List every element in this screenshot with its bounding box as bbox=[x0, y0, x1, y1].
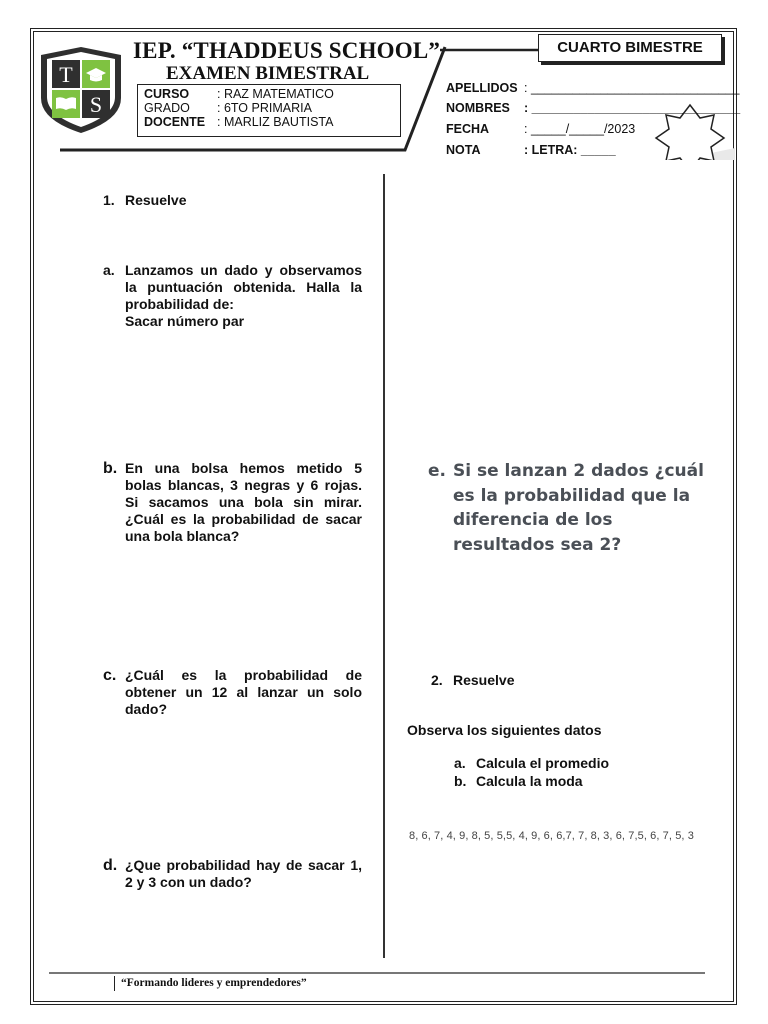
section2-title: Resuelve bbox=[453, 672, 515, 688]
teacher-key: DOCENTE bbox=[144, 115, 206, 129]
footer-motto: “Formando lideres y emprendedores” bbox=[121, 977, 307, 989]
column-divider bbox=[383, 174, 385, 958]
question-c-label: c. bbox=[103, 667, 117, 684]
teacher-row bbox=[144, 115, 333, 129]
section2-number: 2. bbox=[431, 672, 443, 688]
apellidos-field[interactable] bbox=[446, 81, 740, 95]
question-e-text: Si se lanzan 2 dados ¿cuál es la probabilidad que la diferencia de los resultados sea 2? bbox=[453, 461, 704, 555]
question-a-subtext: Sacar número par bbox=[125, 313, 245, 329]
course-info-box bbox=[137, 84, 401, 137]
apellidos-blank: : ______________________________ bbox=[524, 81, 740, 95]
question-b-text: En una bolsa hemos metido 5 bolas blancas, 3 negras y 6 rojas. Si sacamos una bola sin mirar. ¿Cuál es la probabilidad de sacar una bola blanca? bbox=[125, 460, 362, 544]
question-e bbox=[428, 459, 708, 557]
data-values: 8, 6, 7, 4, 9, 8, 5, 5,5, 4, 9, 6, 6,7, 7, 8, 3, 6, 7,5, 6, 7, 5, 3 bbox=[409, 830, 694, 842]
course-value: : RAZ MATEMATICO bbox=[217, 87, 334, 101]
footer-divider bbox=[114, 976, 115, 991]
fecha-label: FECHA bbox=[446, 122, 490, 136]
fecha-blank: : _____/_____/2023 bbox=[524, 122, 636, 136]
logo-letter-s: S bbox=[89, 92, 103, 117]
section1-title: Resuelve bbox=[125, 192, 187, 208]
course-key: CURSO bbox=[144, 87, 190, 101]
section1-number: 1. bbox=[103, 192, 115, 208]
grade-key: GRADO bbox=[144, 101, 190, 115]
task-b-label: b. bbox=[454, 773, 467, 789]
apellidos-label: APELLIDOS bbox=[446, 81, 518, 95]
question-a-label: a. bbox=[103, 262, 115, 278]
exam-title: EXAMEN BIMESTRAL bbox=[166, 63, 370, 84]
question-e-label: e. bbox=[428, 461, 446, 481]
school-name: IEP. “THADDEUS SCHOOL” bbox=[133, 38, 441, 63]
question-a-text: Lanzamos un dado y observamos la puntuación obtenida. Halla la probabilidad de: bbox=[125, 262, 362, 312]
fecha-field[interactable] bbox=[446, 122, 635, 136]
nota-label: NOTA bbox=[446, 143, 481, 157]
section2-heading bbox=[431, 672, 515, 689]
section1-heading bbox=[103, 192, 187, 209]
logo-letter-t: T bbox=[59, 62, 73, 87]
task-a-text: Calcula el promedio bbox=[476, 755, 610, 771]
nota-field[interactable] bbox=[446, 143, 616, 157]
question-c-text: ¿Cuál es la probabilidad de obtener un 12 al lanzar un solo dado? bbox=[125, 667, 362, 717]
question-d-text: ¿Que probabilidad hay de sacar 1, 2 y 3 con un dado? bbox=[125, 857, 362, 890]
task-b-text: Calcula la moda bbox=[476, 773, 583, 789]
task-a bbox=[454, 755, 610, 772]
question-d bbox=[103, 857, 362, 891]
question-a bbox=[103, 262, 362, 330]
question-b bbox=[103, 460, 362, 545]
task-a-label: a. bbox=[454, 755, 466, 771]
footer-line bbox=[49, 972, 705, 974]
task-b bbox=[454, 773, 583, 790]
question-d-label: d. bbox=[103, 857, 118, 874]
teacher-value: : MARLIZ BAUTISTA bbox=[217, 115, 334, 129]
section2-intro: Observa los siguientes datos bbox=[407, 722, 602, 738]
question-c bbox=[103, 667, 362, 718]
nombres-label: NOMBRES bbox=[446, 101, 510, 115]
nombres-blank: : ______________________________ bbox=[524, 101, 741, 115]
grade-row bbox=[144, 101, 312, 115]
course-row bbox=[144, 87, 334, 101]
question-b-label: b. bbox=[103, 460, 118, 477]
nota-blank: : LETRA: _____ bbox=[524, 143, 616, 157]
grade-value: : 6TO PRIMARIA bbox=[217, 101, 312, 115]
nombres-field[interactable] bbox=[446, 101, 740, 115]
period-badge: CUARTO BIMESTRE bbox=[538, 34, 722, 62]
